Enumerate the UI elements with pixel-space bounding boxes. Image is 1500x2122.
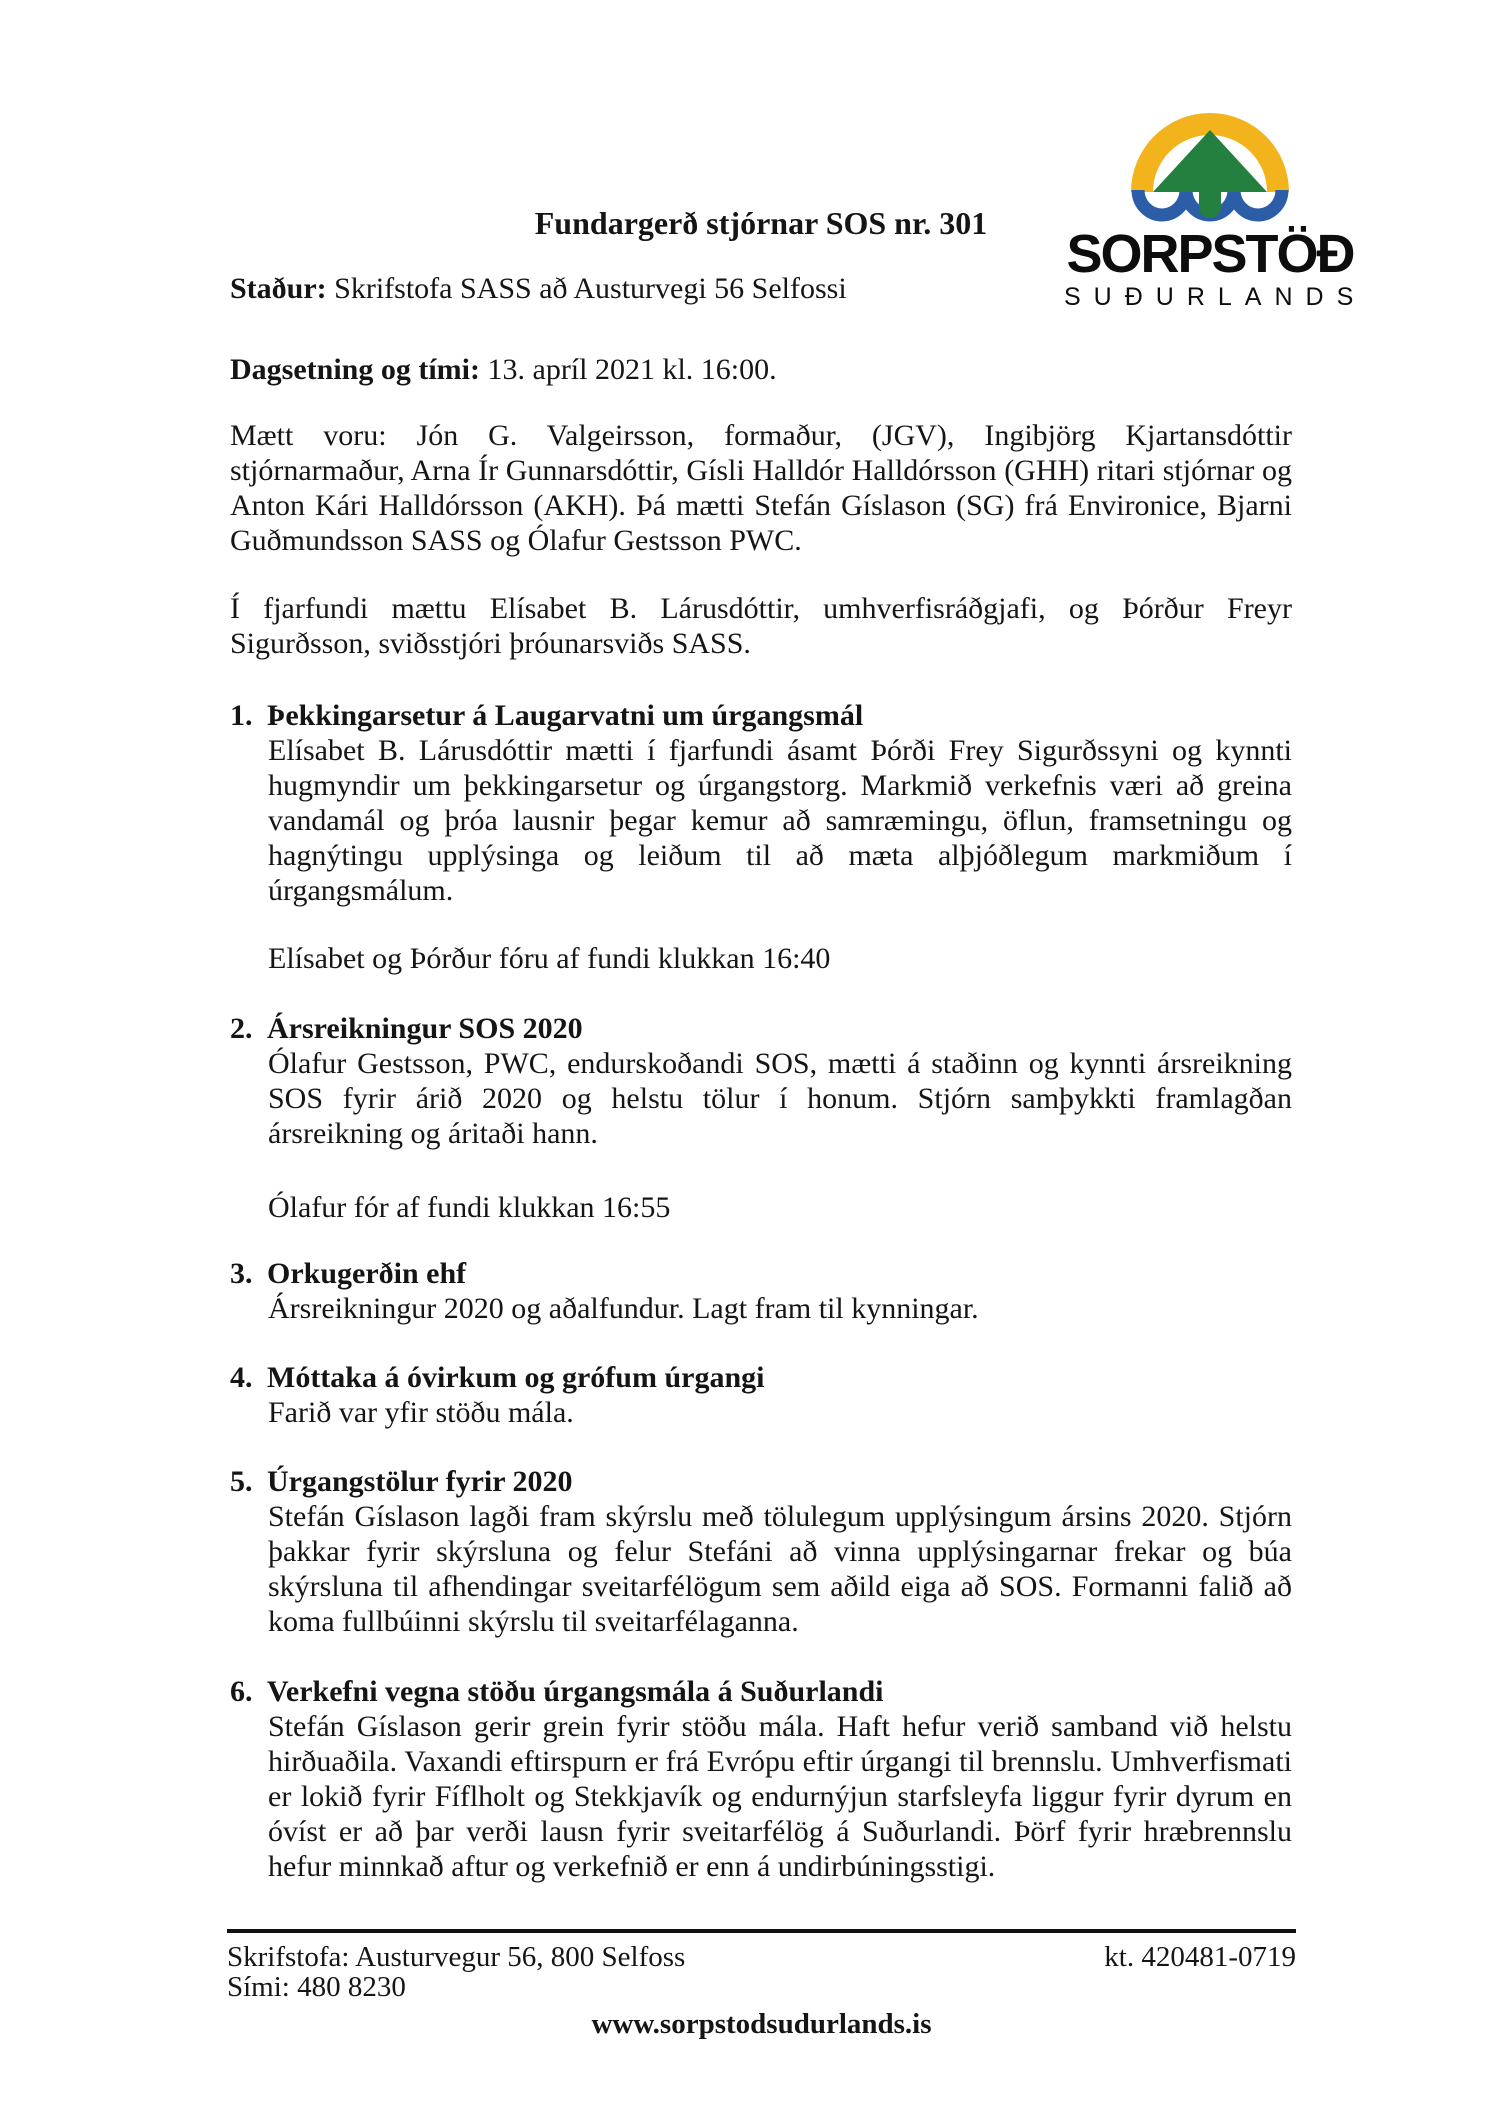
section-number: 5.	[230, 1465, 253, 1498]
agenda-section-2	[230, 1011, 1292, 1225]
agenda-section-4	[230, 1360, 1292, 1430]
section-heading	[230, 1011, 1292, 1046]
page-footer	[227, 1929, 1296, 2039]
agenda-section-3	[230, 1256, 1292, 1326]
section-note: Ólafur fór af fundi klukkan 16:55	[268, 1191, 671, 1224]
section-title: Úrgangstölur fyrir 2020	[267, 1465, 573, 1498]
section-heading	[230, 1464, 1292, 1499]
remote-attendees-paragraph: Í fjarfundi mættu Elísabet B. Lárusdóttir, umhverfisráðgjafi, og Þórður Freyr Sigurðsson, sviðsstjóri þróunarsviðs SASS.	[230, 592, 1292, 660]
section-heading	[230, 1360, 1292, 1395]
footer-address: Skrifstofa: Austurvegur 56, 800 Selfoss	[227, 1941, 686, 1973]
meeting-location-line	[230, 271, 1292, 306]
attendees-paragraph: Mætt voru: Jón G. Valgeirsson, formaður, (JGV), Ingibjörg Kjartansdóttir stjórnarmaður, Arna Ír Gunnarsdóttir, Gísli Halldór Halldórsson (GHH) ritari stjórnar og Anton Kári Halldórsson (AKH). Þá mætti Stefán Gíslason (SG) frá Environice, Bjarni Guðmundsson SASS og Ólafur Gestsson PWC.	[230, 419, 1292, 557]
section-body: Stefán Gíslason lagði fram skýrslu með tölulegum upplýsingum ársins 2020. Stjórn þakkar fyrir skýrsluna og felur Stefáni að vinna upplýsingarnar frekar og búa skýrsluna til afhendingar sveitarfélögum sem aðild eiga að SOS. Formanni falið að koma fullbúinni skýrslu til sveitarfélaganna.	[268, 1500, 1292, 1638]
section-body: Ólafur Gestsson, PWC, endurskoðandi SOS, mætti á staðinn og kynnti ársreikning SOS fyrir árið 2020 og helstu tölur í honum. Stjórn samþykkti framlagðan ársreikning og áritaði hann.	[268, 1047, 1292, 1150]
section-heading	[230, 698, 1292, 733]
footer-row	[227, 1942, 1296, 1972]
agenda-section-1	[230, 698, 1292, 976]
section-number: 2.	[230, 1012, 253, 1045]
location-value: Skrifstofa SASS að Austurvegi 56 Selfossi	[334, 272, 847, 305]
section-number: 4.	[230, 1361, 253, 1394]
datetime-value: 13. apríl 2021 kl. 16:00.	[487, 353, 777, 386]
section-title: Þekkingarsetur á Laugarvatni um úrgangsmál	[267, 699, 864, 732]
section-body: Ársreikningur 2020 og aðalfundur. Lagt fram til kynningar.	[268, 1292, 979, 1325]
section-number: 3.	[230, 1257, 253, 1290]
footer-kennitala: kt. 420481-0719	[1104, 1941, 1296, 1973]
footer-website: www.sorpstodsudurlands.is	[591, 2008, 932, 2040]
footer-divider	[227, 1929, 1296, 1933]
agenda-section-6	[230, 1674, 1292, 1884]
footer-phone: Sími: 480 8230	[227, 1971, 406, 2003]
section-note: Elísabet og Þórður fóru af fundi klukkan 16:40	[268, 942, 831, 975]
section-heading	[230, 1674, 1292, 1709]
meeting-datetime-line	[230, 352, 1292, 387]
section-title: Orkugerðin ehf	[267, 1257, 467, 1290]
section-title: Ársreikningur SOS 2020	[267, 1012, 583, 1045]
section-heading	[230, 1256, 1292, 1291]
logo-subtitle: SUÐURLANDS	[1064, 283, 1367, 311]
section-title: Móttaka á óvirkum og grófum úrgangi	[267, 1361, 765, 1394]
section-body: Elísabet B. Lárusdóttir mætti í fjarfundi ásamt Þórði Frey Sigurðssyni og kynnti hugmyndir um þekkingarsetur og úrgangstorg. Markmið verkefnis væri að greina vandamál og þróa lausnir þegar kemur að samræmingu, öflun, framsetningu og hagnýtingu upplýsinga og leiðum til að mæta alþjóðlegum markmiðum í úrgangsmálum.	[268, 734, 1292, 907]
section-number: 6.	[230, 1675, 253, 1708]
document-title: Fundargerð stjórnar SOS nr. 301	[534, 205, 988, 241]
section-body: Farið var yfir stöðu mála.	[268, 1396, 574, 1429]
section-body: Stefán Gíslason gerir grein fyrir stöðu mála. Haft hefur verið samband við helstu hirðuaðila. Vaxandi eftirspurn er frá Evrópu eftir úrgangi til brennslu. Umhverfismati er lokið fyrir Fíflholt og Stekkjavík og endurnýjun starfsleyfa liggur fyrir dyrum en óvíst er að þar verði lausn fyrir sveitarfélög á Suðurlandi. Þörf fyrir hræbrennslu hefur minnkað aftur og verkefnið er enn á undirbúningsstigi.	[268, 1710, 1292, 1883]
logo-wordmark: SORPSTÖÐ	[1066, 224, 1354, 284]
location-label: Staður:	[230, 272, 327, 305]
section-number: 1.	[230, 699, 253, 732]
datetime-label: Dagsetning og tími:	[230, 353, 480, 386]
agenda-section-5	[230, 1464, 1292, 1639]
section-title: Verkefni vegna stöðu úrgangsmála á Suðurlandi	[267, 1675, 884, 1708]
